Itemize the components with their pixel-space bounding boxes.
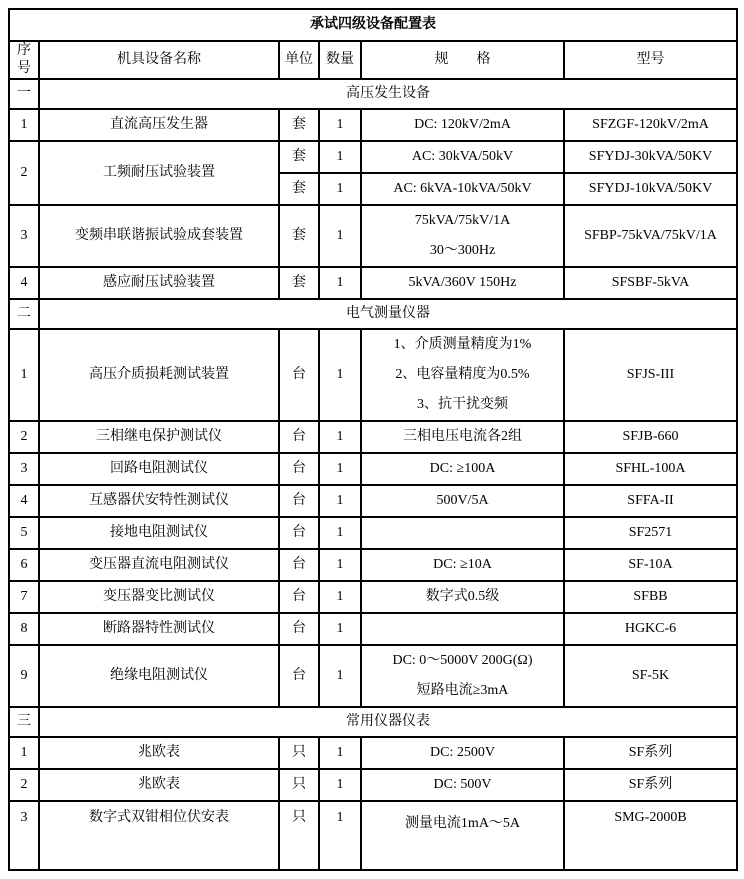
cell-spec [361,267,564,299]
cell-spec [361,769,564,801]
cell-unit: 台 [279,549,319,581]
cell-no: 3 [9,453,39,485]
spec-line: 2、电容量精度为0.5% [395,367,530,383]
col-header-model: 型号 [564,41,737,79]
cell-qty: 1 [319,421,361,453]
cell-name: 兆欧表 [39,737,279,769]
spec-line: DC: ≥100A [429,461,496,477]
cell-qty: 1 [319,267,361,299]
cell-model: SFJB-660 [564,421,737,453]
cell-no: 3 [9,205,39,267]
cell-qty: 1 [319,613,361,645]
cell-spec [361,453,564,485]
spec-line: 30～300Hz [429,243,496,259]
cell-spec [361,801,564,870]
cell-model: SFZGF-120kV/2mA [564,109,737,141]
table-row [9,549,737,581]
cell-spec [361,645,564,707]
cell-name: 高压介质损耗测试装置 [39,329,279,421]
table-row [9,453,737,485]
cell-no: 2 [9,141,39,205]
cell-model: SFFA-II [564,485,737,517]
cell-unit: 台 [279,453,319,485]
cell-unit: 台 [279,645,319,707]
cell-qty: 1 [319,737,361,769]
spec-line: DC: 0～5000V 200G(Ω) [392,653,533,669]
cell-name: 感应耐压试验装置 [39,267,279,299]
cell-spec [361,329,564,421]
table-row [9,769,737,801]
cell-unit: 台 [279,485,319,517]
cell-name: 兆欧表 [39,769,279,801]
cell-qty: 1 [319,453,361,485]
cell-qty: 1 [319,769,361,801]
cell-model: SF系列 [564,737,737,769]
table-row [9,517,737,549]
cell-qty: 1 [319,581,361,613]
table-row [9,141,737,173]
table-row [9,581,737,613]
cell-no: 8 [9,613,39,645]
cell-section-no: 三 [9,707,39,737]
cell-name: 断路器特性测试仪 [39,613,279,645]
title-row [9,9,737,41]
cell-qty: 1 [319,801,361,870]
cell-model: SFSBF-5kVA [564,267,737,299]
cell-model: SF-10A [564,549,737,581]
section-row [9,79,737,109]
cell-model: SF-5K [564,645,737,707]
table-body [9,9,737,870]
spec-line: DC: ≥10A [433,557,492,573]
cell-name: 变压器变比测试仪 [39,581,279,613]
cell-unit: 套 [279,267,319,299]
table-row [9,737,737,769]
cell-no: 4 [9,485,39,517]
cell-unit: 台 [279,421,319,453]
table-row [9,421,737,453]
cell-unit: 套 [279,141,319,173]
cell-no: 1 [9,737,39,769]
cell-section-no: 一 [9,79,39,109]
cell-name: 变压器直流电阻测试仪 [39,549,279,581]
cell-unit: 只 [279,737,319,769]
cell-name: 三相继电保护测试仪 [39,421,279,453]
spec-line: DC: 2500V [430,745,495,761]
cell-qty: 1 [319,329,361,421]
spec-line: DC: 500V [433,777,492,793]
table-row [9,329,737,421]
table-row [9,485,737,517]
section-row [9,707,737,737]
col-header-name: 机具设备名称 [39,41,279,79]
cell-name: 工频耐压试验装置 [39,141,279,205]
cell-unit: 只 [279,801,319,870]
spec-line: 短路电流≥3mA [416,683,509,699]
section-label: 高压发生设备 [39,79,737,109]
table-row [9,109,737,141]
cell-qty: 1 [319,645,361,707]
cell-spec [361,109,564,141]
cell-no: 7 [9,581,39,613]
spec-line: 5kVA/360V 150Hz [408,275,517,291]
cell-name: 回路电阻测试仪 [39,453,279,485]
cell-name: 互感器伏安特性测试仪 [39,485,279,517]
cell-model: SFYDJ-30kVA/50KV [564,141,737,173]
spec-line: 75kVA/75kV/1A [414,213,511,229]
cell-name: 数字式双钳相位伏安表 [39,801,279,870]
spec-line: AC: 30kVA/50kV [411,149,514,165]
cell-spec [361,549,564,581]
cell-unit: 台 [279,517,319,549]
cell-model: SFYDJ-10kVA/50KV [564,173,737,205]
cell-spec [361,421,564,453]
spec-line: DC: 120kV/2mA [414,117,511,133]
cell-unit: 套 [279,173,319,205]
cell-no: 1 [9,329,39,421]
cell-qty: 1 [319,173,361,205]
cell-no: 5 [9,517,39,549]
cell-unit: 套 [279,205,319,267]
page-title: 承试四级设备配置表 [9,9,737,41]
cell-spec [361,173,564,205]
cell-model: HGKC-6 [564,613,737,645]
cell-no: 1 [9,109,39,141]
spec-line: AC: 6kVA-10kVA/50kV [393,181,532,197]
cell-name: 接地电阻测试仪 [39,517,279,549]
cell-name: 绝缘电阻测试仪 [39,645,279,707]
header-row [9,41,737,79]
equipment-table [8,8,738,871]
cell-model: SFBP-75kVA/75kV/1A [564,205,737,267]
table-row [9,645,737,707]
cell-unit: 台 [279,329,319,421]
cell-qty: 1 [319,517,361,549]
section-row [9,299,737,329]
spec-line: 测量电流1mA～5A [404,816,521,832]
cell-unit: 台 [279,613,319,645]
spec-line: 500V/5A [436,493,489,509]
spec-line: 1、介质测量精度为1% [393,337,532,353]
cell-spec [361,737,564,769]
cell-spec [361,205,564,267]
section-label: 电气测量仪器 [39,299,737,329]
cell-qty: 1 [319,141,361,173]
cell-spec [361,485,564,517]
col-header-unit: 单位 [279,41,319,79]
spec-line: 三相电压电流各2组 [403,429,522,445]
cell-unit: 只 [279,769,319,801]
cell-model: SF2571 [564,517,737,549]
cell-no: 6 [9,549,39,581]
cell-model: SFJS-III [564,329,737,421]
table-row [9,205,737,267]
cell-qty: 1 [319,485,361,517]
cell-spec [361,141,564,173]
cell-spec [361,613,564,645]
cell-spec [361,517,564,549]
cell-model: SF系列 [564,769,737,801]
cell-no: 2 [9,421,39,453]
cell-model: SFBB [564,581,737,613]
cell-no: 9 [9,645,39,707]
cell-model: SFHL-100A [564,453,737,485]
table-row [9,801,737,870]
col-header-qty: 数量 [319,41,361,79]
cell-section-no: 二 [9,299,39,329]
spec-line: 3、抗干扰变频 [417,397,508,413]
col-header-spec: 规 格 [361,41,564,79]
cell-spec [361,581,564,613]
col-header-no: 序号 [9,41,39,79]
cell-no: 3 [9,801,39,870]
cell-model: SMG-2000B [564,801,737,870]
spec-line: 数字式0.5级 [425,589,500,605]
cell-name: 变频串联谐振试验成套装置 [39,205,279,267]
table-row [9,267,737,299]
cell-unit: 套 [279,109,319,141]
cell-no: 2 [9,769,39,801]
section-label: 常用仪器仪表 [39,707,737,737]
table-row [9,613,737,645]
cell-qty: 1 [319,549,361,581]
cell-qty: 1 [319,109,361,141]
cell-name: 直流高压发生器 [39,109,279,141]
cell-unit: 台 [279,581,319,613]
cell-no: 4 [9,267,39,299]
cell-qty: 1 [319,205,361,267]
